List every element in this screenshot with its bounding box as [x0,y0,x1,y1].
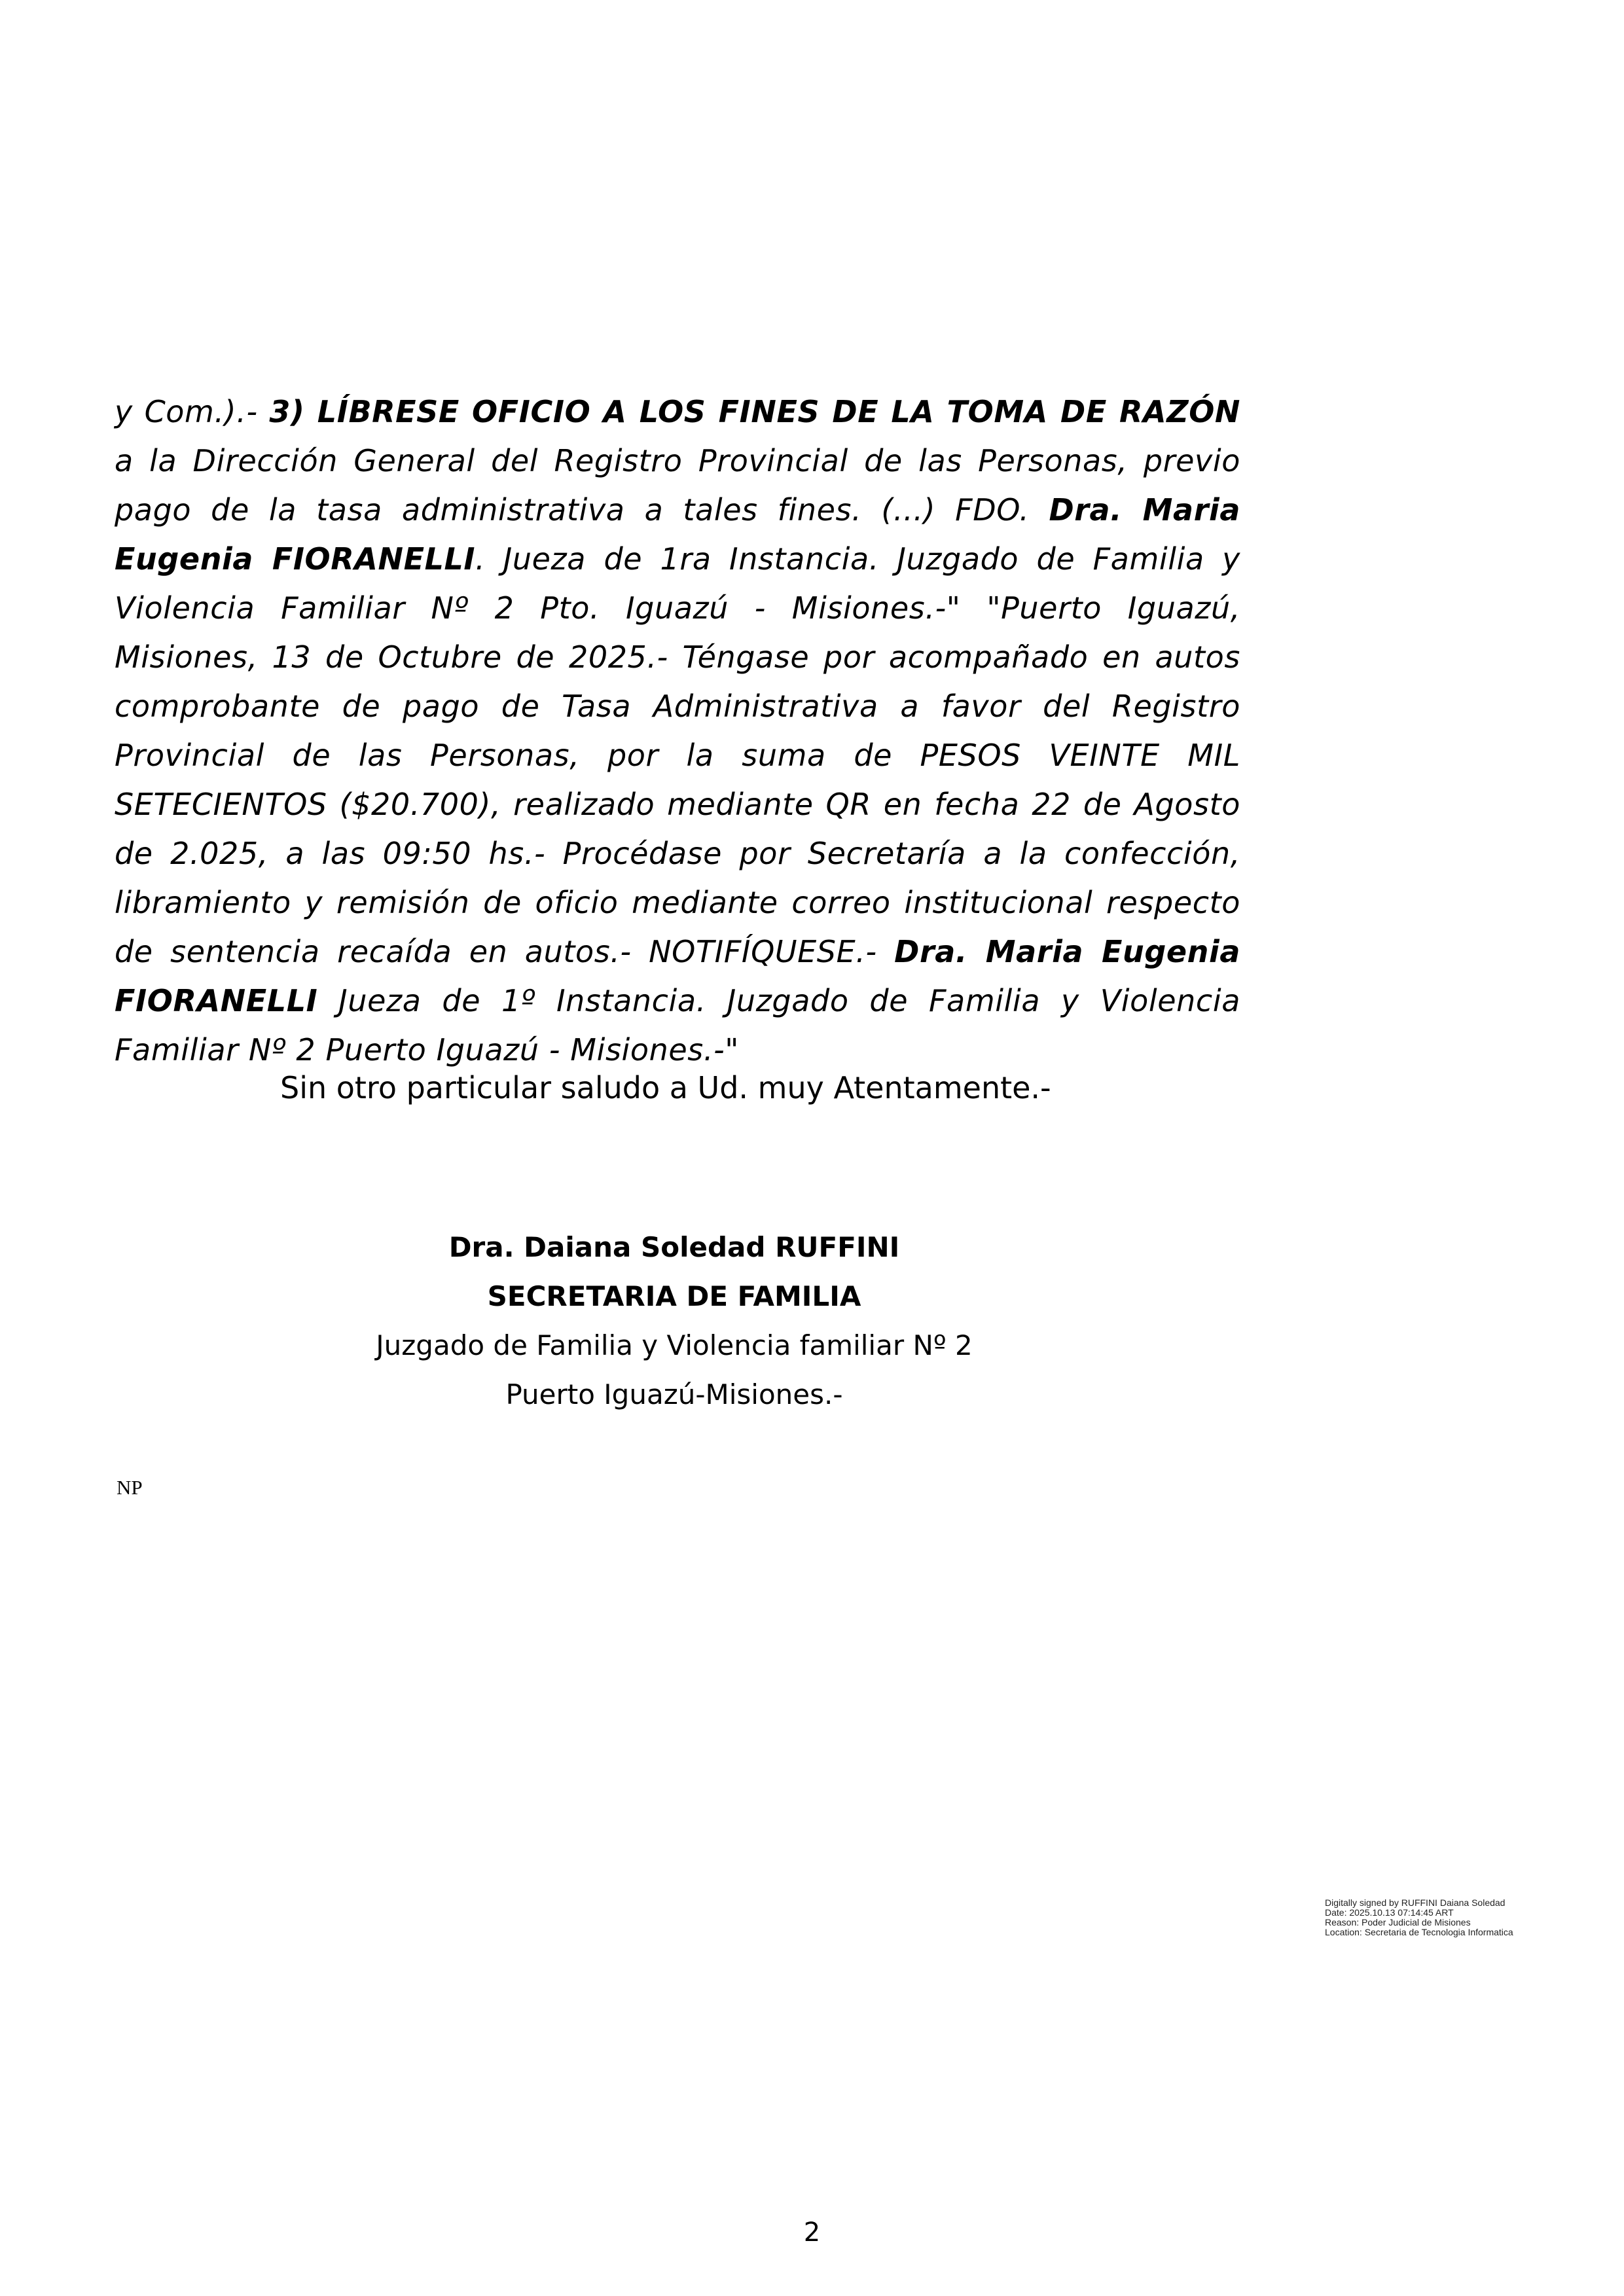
typist-initials: NP [117,1476,143,1499]
closing-line: Sin otro particular saludo a Ud. muy Atentamente.- [280,1070,1051,1105]
signature-block [327,1223,1021,1419]
digital-signature-signer: Digitally signed by RUFFINI Daiana Soledad [1325,1897,1506,1908]
body-text-run: Jueza de 1º Instancia. Juzgado de Familia y Violencia Familiar Nº 2 Puerto Iguazú - Misiones.-" [115,983,1240,1067]
body-paragraph [115,387,1240,1075]
digital-signature-location: Location: Secretaria de Tecnologia Informatica [1325,1927,1513,1937]
body-bold-run: 3) LÍBRESE OFICIO A LOS FINES DE LA TOMA DE RAZÓN [269,394,1241,429]
signer-name: Dra. Daiana Soledad RUFFINI [448,1231,900,1263]
body-text-run: . Jueza de 1ra Instancia. Juzgado de Familia y Violencia Familiar Nº 2 Pto. Iguazú - Misiones.-" "Puerto Iguazú, Misiones, 13 de Octubre de 2025.- Téngase por acompañado en autos comprobante de pago de Tasa Administrativa a favor del Registro Provincial de las Personas, por la suma de PESOS VEINTE MIL SETECIENTOS ($20.700), realizado mediante QR en fecha 22 de Agosto de 2.025, a las 09:50 hs.- Procédase por Secretaría a la confección, libramiento y remisión de oficio mediante correo institucional respecto de sentencia recaída en autos.- NOTIFÍQUESE.- [115,541,1240,969]
body-text-run: a la Dirección General del Registro Provincial de las Personas, previo pago de la tasa administrativa a tales fines. (...) FDO. [115,443,1240,528]
digital-signature-reason: Reason: Poder Judicial de Misiones [1325,1917,1471,1928]
signer-place: Puerto Iguazú-Misiones.- [505,1378,843,1410]
digital-signature-date: Date: 2025.10.13 07:14:45 ART [1325,1907,1454,1918]
judge-name: Dra. Maria Eugenia FIORANELLI [115,934,1240,1018]
judge-name: Dra. Maria Eugenia FIORANELLI [115,492,1240,577]
digital-signature-stamp [1325,1898,1528,1937]
signer-court: Juzgado de Familia y Violencia familiar Nº 2 [376,1329,973,1361]
signer-title: SECRETARIA DE FAMILIA [487,1280,861,1312]
body-text-run: y Com.).- [115,394,270,429]
page-number: 2 [803,2217,821,2248]
